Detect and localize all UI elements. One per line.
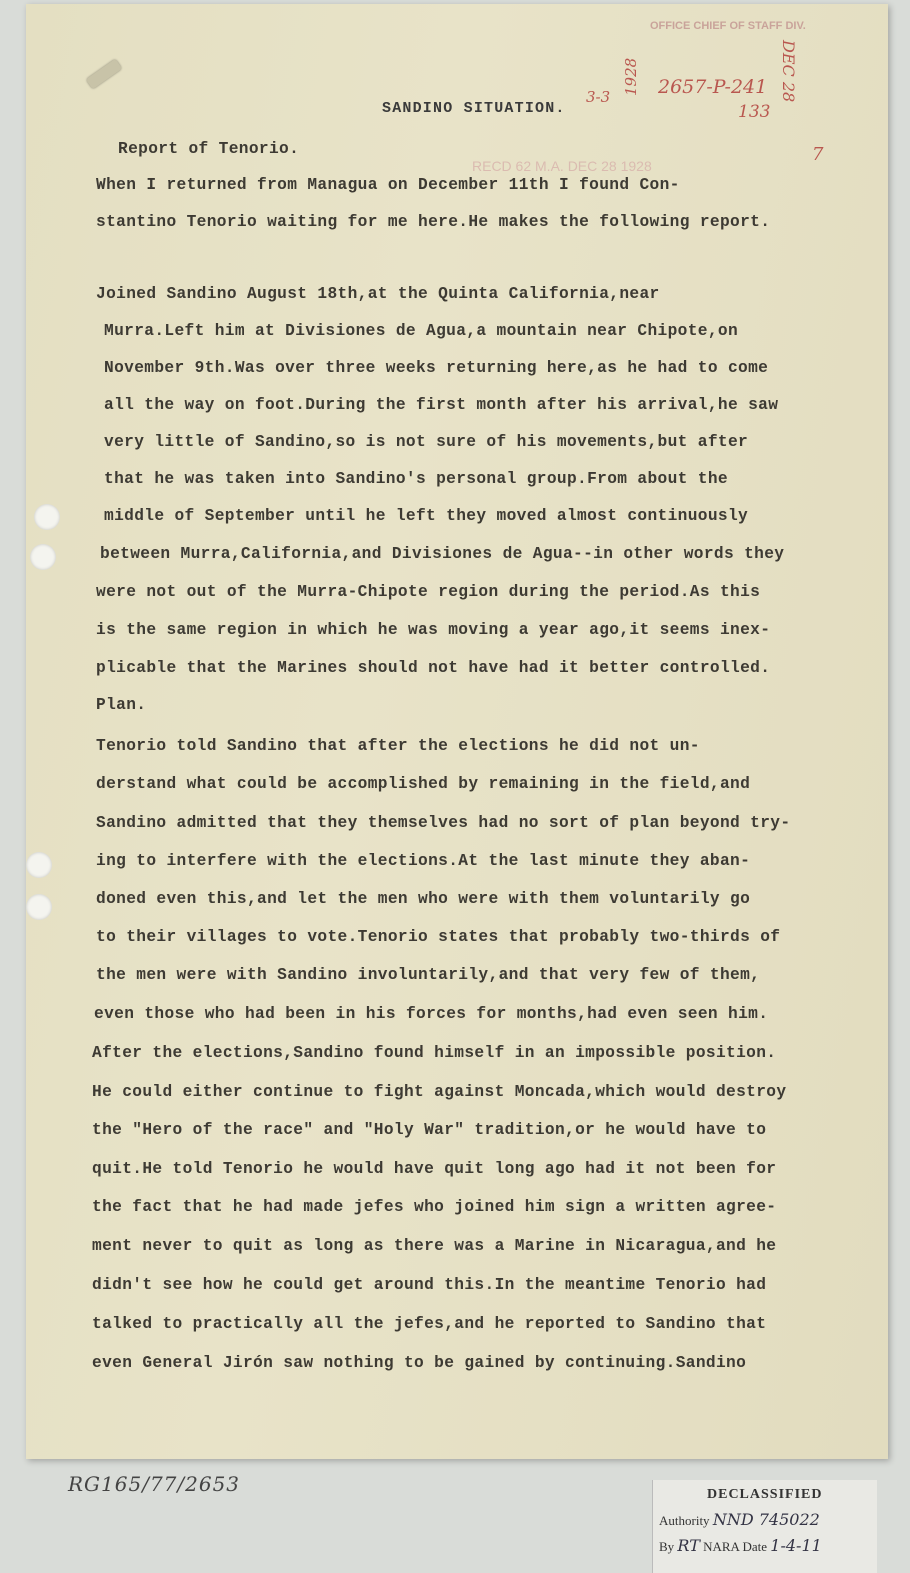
- body-line: Plan.: [96, 696, 147, 714]
- body-line: doned even this,and let the men who were with them voluntarily go: [96, 890, 751, 908]
- office-stamp: OFFICE CHIEF OF STAFF DIV.: [650, 20, 806, 32]
- body-line: is the same region in which he was moving a year ago,it seems inex-: [96, 621, 771, 639]
- body-line: talked to practically all the jefes,and he reported to Sandino that: [92, 1315, 767, 1333]
- declass-authority-row: [659, 1510, 820, 1529]
- received-stamp: RECD 62 M.A. DEC 28 1928: [472, 158, 652, 174]
- body-line: to their villages to vote.Tenorio states that probably two-thirds of: [96, 928, 781, 946]
- punch-hole: [26, 894, 52, 920]
- body-line: When I returned from Managua on December 11th I found Con-: [96, 176, 680, 194]
- body-line: Sandino admitted that they themselves had no sort of plan beyond try-: [96, 814, 791, 832]
- by-label: By: [659, 1539, 675, 1554]
- body-line: that he was taken into Sandino's personal group.From about the: [104, 470, 728, 488]
- body-line: quit.He told Tenorio he would have quit long ago had it not been for: [92, 1160, 777, 1178]
- punch-hole: [26, 852, 52, 878]
- body-line: Murra.Left him at Divisiones de Agua,a mountain near Chipote,on: [104, 322, 739, 340]
- body-line: ing to interfere with the elections.At the last minute they aban-: [96, 852, 751, 870]
- nara-value: 1-4-11: [770, 1536, 822, 1555]
- hand-sub-number: 133: [738, 102, 771, 122]
- authority-label: Authority: [659, 1513, 710, 1528]
- body-line: very little of Sandino,so is not sure of his movements,but after: [104, 433, 749, 451]
- hand-year: 1928: [622, 57, 640, 96]
- body-line: didn't see how he could get around this.In the meantime Tenorio had: [92, 1276, 767, 1294]
- declassification-stamp: [652, 1480, 877, 1573]
- body-line: November 9th.Was over three weeks returning here,as he had to come: [104, 359, 769, 377]
- punch-hole: [30, 544, 56, 570]
- body-line: After the elections,Sandino found himself in an impossible position.: [92, 1044, 777, 1062]
- by-value: RT: [677, 1536, 700, 1555]
- hand-file-number: 2657-P-241: [658, 76, 768, 98]
- hand-date-stamp: DEC 28: [779, 40, 798, 103]
- body-line: derstand what could be accomplished by remaining in the field,and: [96, 775, 751, 793]
- body-line: were not out of the Murra-Chipote region during the period.As this: [96, 583, 761, 601]
- body-line: the "Hero of the race" and "Holy War" tradition,or he would have to: [92, 1121, 767, 1139]
- body-line: ment never to quit as long as there was a Marine in Nicaragua,and he: [92, 1237, 777, 1255]
- body-line: middle of September until he left they moved almost continuously: [104, 507, 749, 525]
- hand-file-code: 3-3: [586, 88, 611, 106]
- body-line: Joined Sandino August 18th,at the Quinta California,near: [96, 285, 660, 303]
- paper-clip-mark: [86, 59, 122, 89]
- declass-by-row: [659, 1536, 822, 1555]
- document-page: [26, 4, 888, 1459]
- hand-page-number: 7: [812, 144, 824, 165]
- body-line: Tenorio told Sandino that after the elections he did not un-: [96, 737, 700, 755]
- body-line: plicable that the Marines should not have had it better controlled.: [96, 659, 771, 677]
- body-line: He could either continue to fight against Moncada,which would destroy: [92, 1083, 787, 1101]
- document-title: SANDINO SITUATION.: [382, 100, 566, 117]
- body-line: stantino Tenorio waiting for me here.He makes the following report.: [96, 213, 771, 231]
- body-line: even those who had been in his forces for months,had even seen him.: [94, 1005, 769, 1023]
- body-line: the fact that he had made jefes who joined him sign a written agree-: [92, 1198, 777, 1216]
- nara-label: NARA Date: [703, 1539, 768, 1554]
- body-line: the men were with Sandino involuntarily,and that very few of them,: [96, 966, 761, 984]
- declass-title: DECLASSIFIED: [707, 1487, 823, 1502]
- archive-reference: RG165/77/2653: [68, 1472, 241, 1496]
- body-line: even General Jirón saw nothing to be gained by continuing.Sandino: [92, 1354, 747, 1372]
- body-line: between Murra,California,and Divisiones de Agua--in other words they: [100, 545, 785, 563]
- authority-value: NND 745022: [712, 1510, 820, 1529]
- body-line: Report of Tenorio.: [118, 140, 300, 158]
- body-line: all the way on foot.During the first month after his arrival,he saw: [104, 396, 779, 414]
- punch-hole: [34, 504, 60, 530]
